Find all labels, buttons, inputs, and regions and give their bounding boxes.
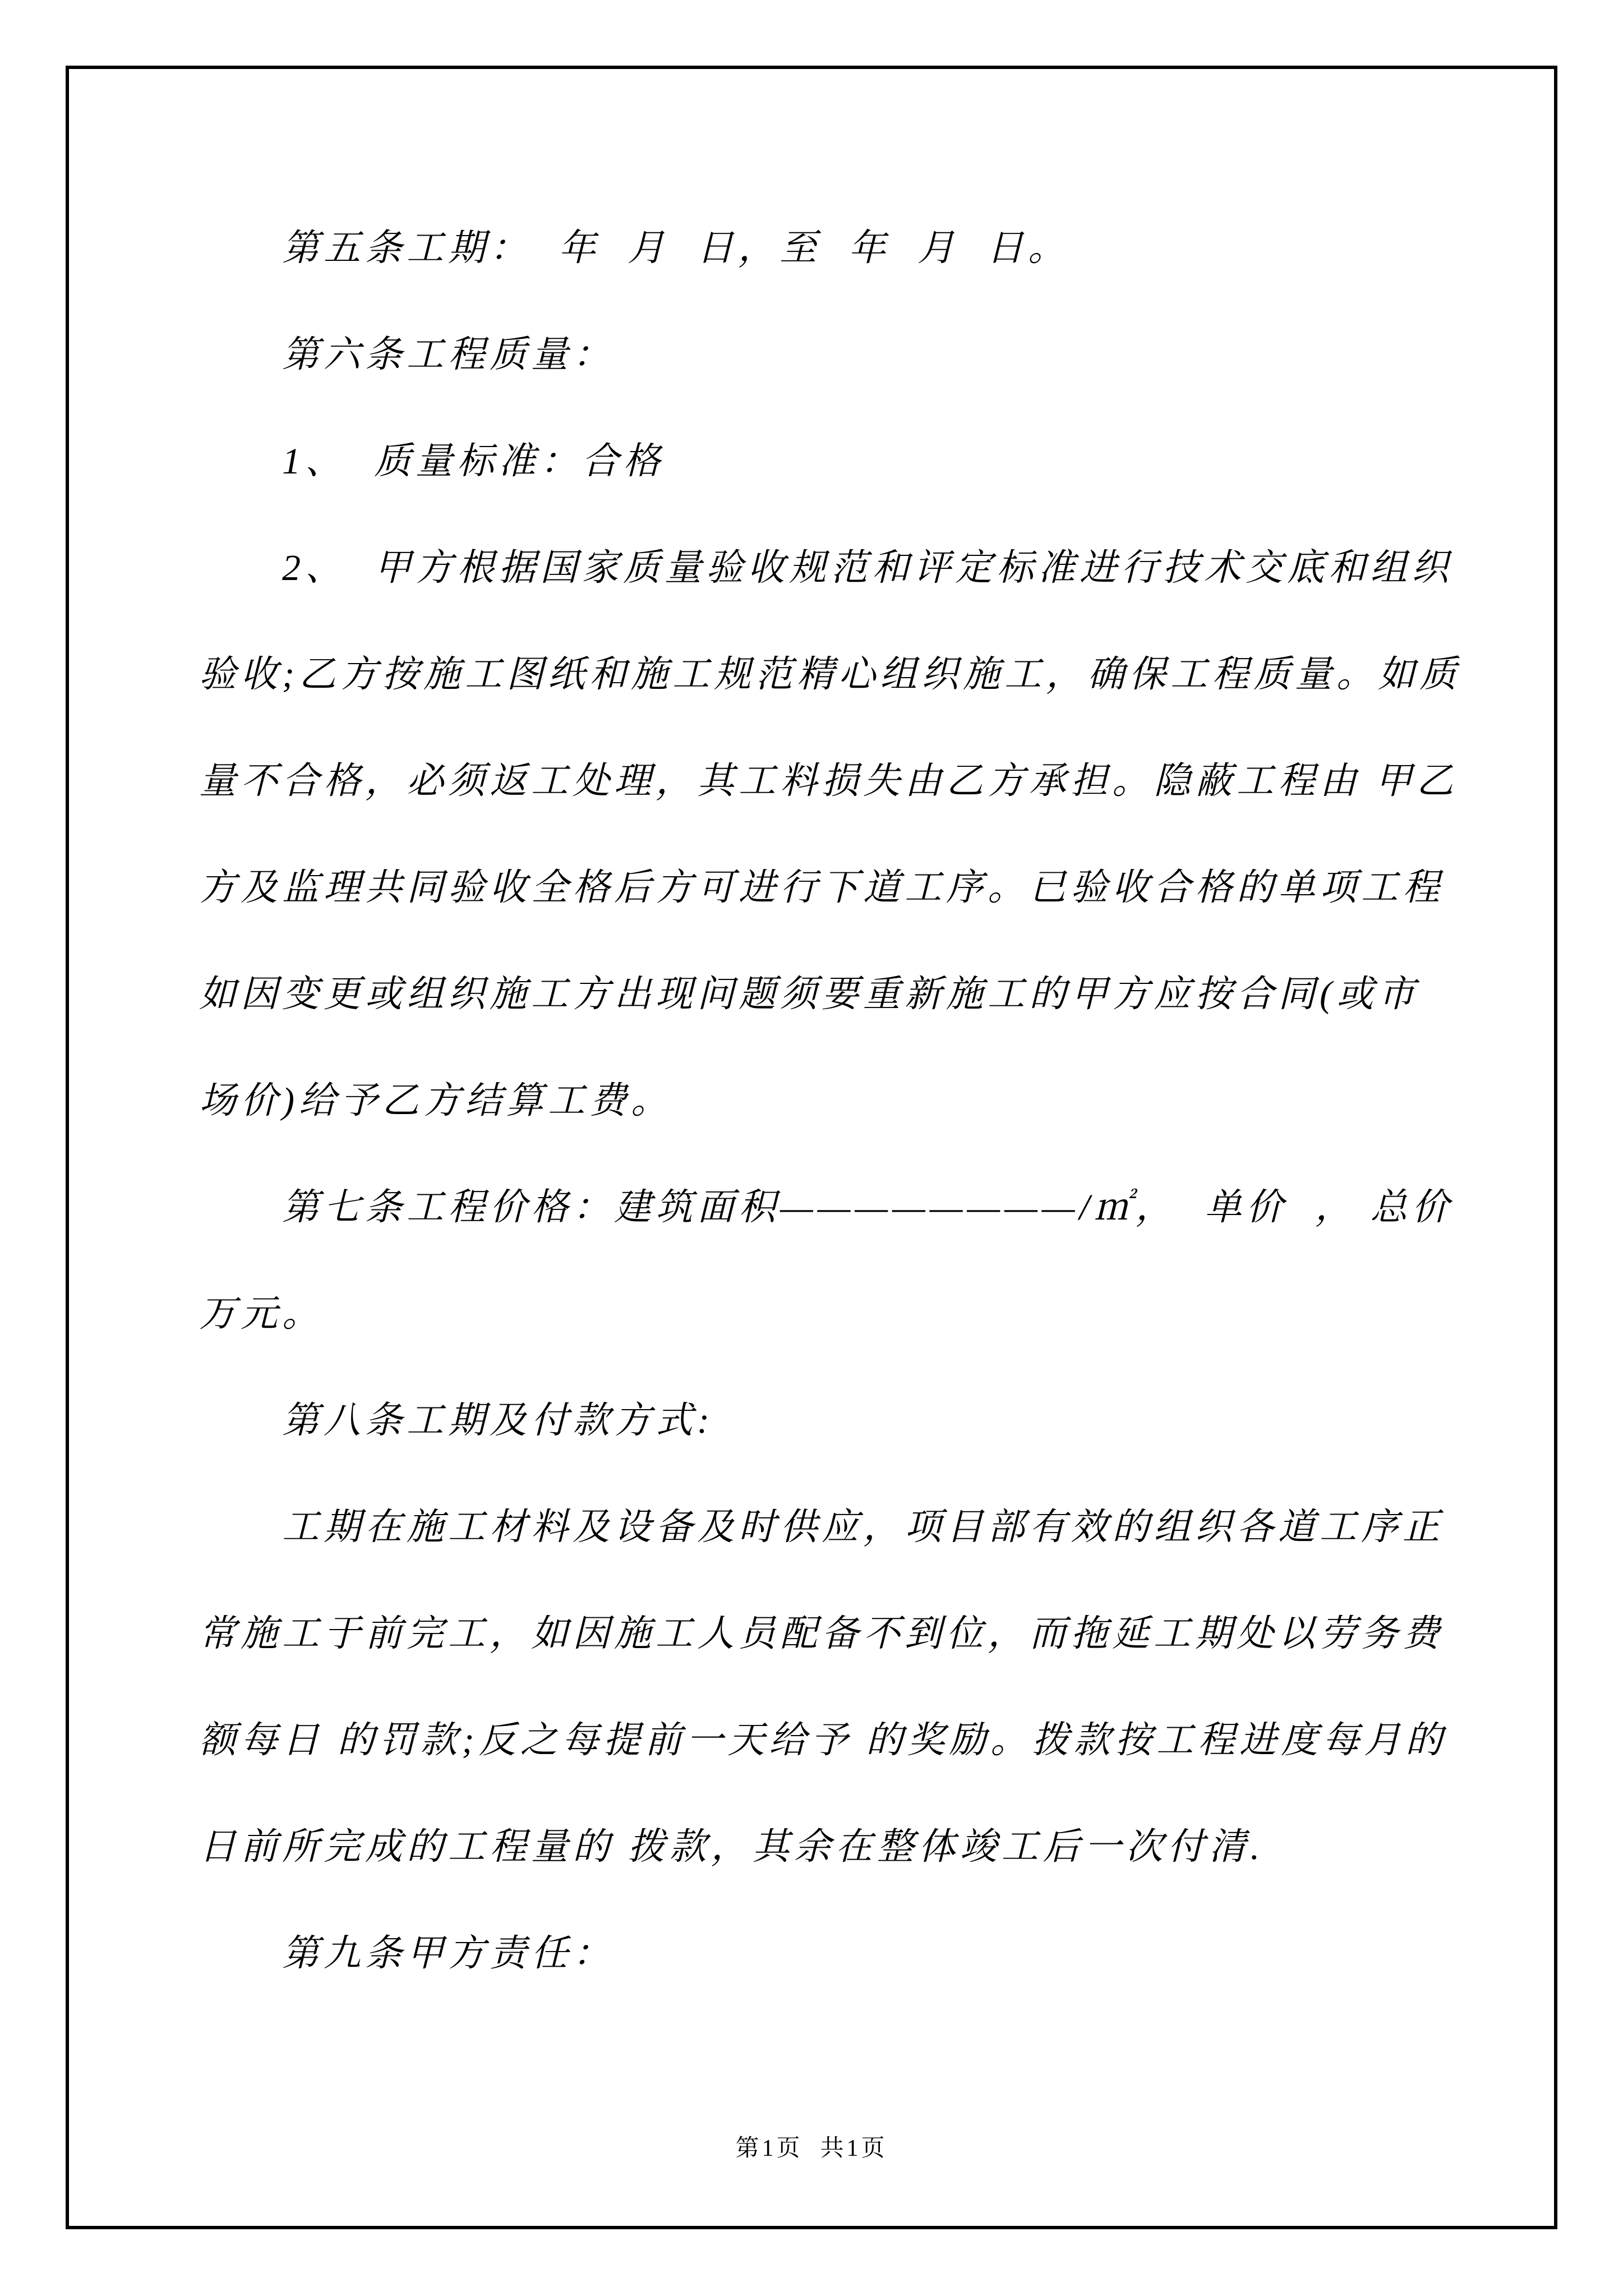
page-number-footer: 第1页 共1页 bbox=[735, 2136, 888, 2161]
document-line: 万元。 bbox=[199, 1294, 324, 1335]
document-line: 如因变更或组织施工方出现问题须要重新施工的甲方应按合同(或市 bbox=[199, 974, 1419, 1015]
document-line: 常施工于前完工，如因施工人员配备不到位，而拖延工期处以劳务费 bbox=[199, 1613, 1444, 1654]
document-line: 额每日 的罚款;反之每提前一天给予 的奖励。拨款按工程进度每月的 bbox=[199, 1720, 1447, 1761]
document-line: 2、 甲方根据国家质量验收规范和评定标准进行技术交底和组织 bbox=[282, 547, 1453, 588]
document-body bbox=[199, 195, 1522, 2007]
document-line: 验收;乙方按施工图纸和施工规范精心组织施工，确保工程质量。如质 bbox=[199, 654, 1461, 695]
document-line: 第八条工期及付款方式: bbox=[282, 1400, 714, 1441]
document-line: 第五条工期： 年 月 日，至 年 月 日。 bbox=[282, 228, 1069, 269]
document-line: 日前所完成的工程量的 拨款，其余在整体竣工后一次付清. bbox=[199, 1826, 1264, 1867]
document-line: 场价)给予乙方结算工费。 bbox=[199, 1080, 672, 1121]
document-line: 1、 质量标准：合格 bbox=[282, 441, 665, 482]
document-line: 方及监理共同验收全格后方可进行下道工序。已验收合格的单项工程 bbox=[199, 867, 1444, 908]
document-line: 第六条工程质量： bbox=[282, 334, 614, 375]
document-line: 第九条甲方责任： bbox=[282, 1933, 614, 1974]
document-line: 量不合格，必须返工处理，其工料损失由乙方承担。隐蔽工程由 甲乙 bbox=[199, 761, 1458, 802]
document-line: 第七条工程价格：建筑面积————————/㎡， 单价 ， 总价 bbox=[282, 1187, 1454, 1228]
document-line: 工期在施工材料及设备及时供应，项目部有效的组织各道工序正 bbox=[282, 1507, 1444, 1548]
